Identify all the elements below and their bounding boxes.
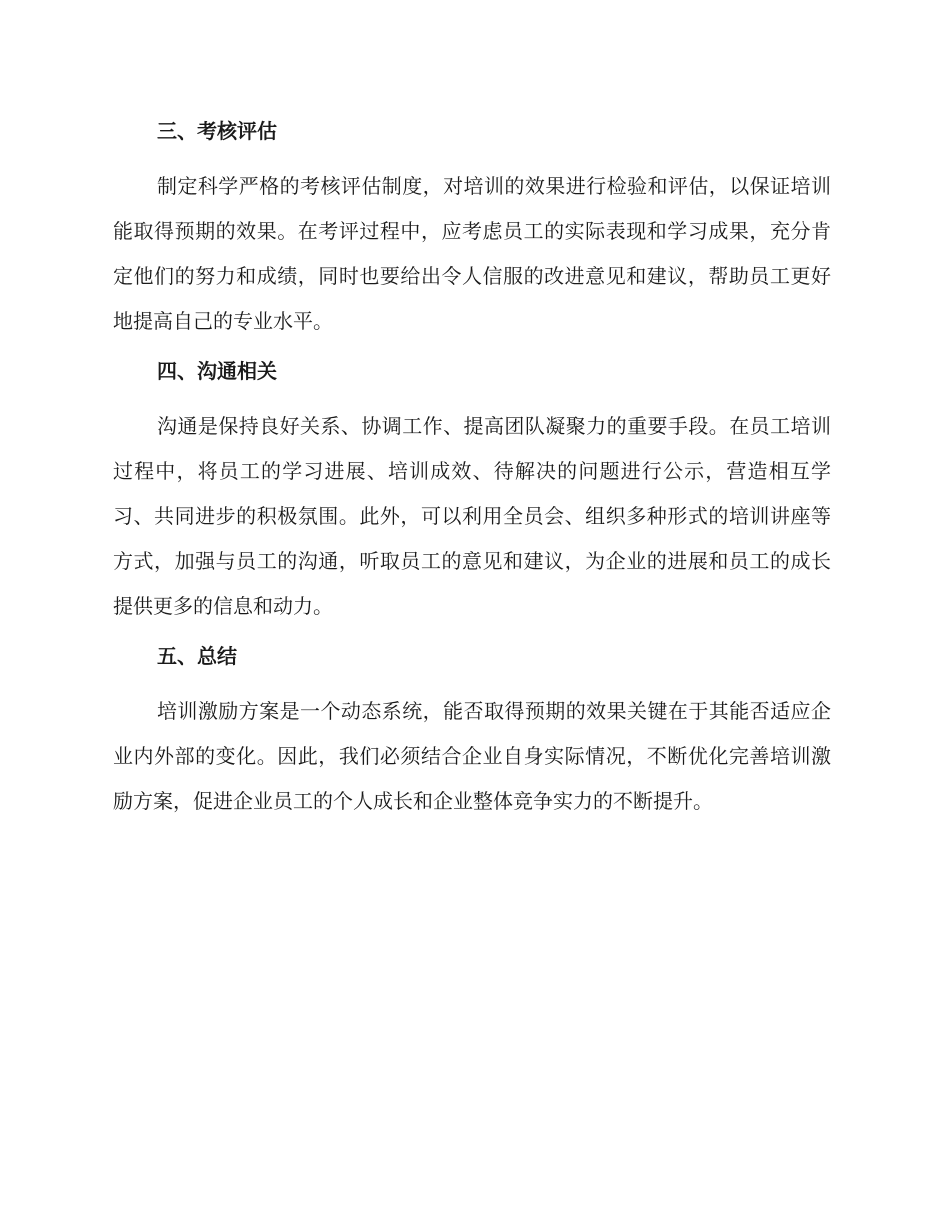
section-heading-assessment: 三、考核评估 [157,119,277,143]
section-paragraph-assessment: 制定科学严格的考核评估制度，对培训的效果进行检验和评估，以保证培训能取得预期的效果。在考评过程中，应考虑员工的实际表现和学习成果，充分肯定他们的努力和成绩，同时也要给出令人信服的改进意见和建议，帮助员工更好地提高自己的专业水平。 [113,174,831,333]
document-body [113,108,831,824]
section-paragraph-communication: 沟通是保持良好关系、协调工作、提高团队凝聚力的重要手段。在员工培训过程中，将员工的学习进展、培训成效、待解决的问题进行公示，营造相互学习、共同进步的积极氛围。此外，可以利用全员会、组织多种形式的培训讲座等方式，加强与员工的沟通，听取员工的意见和建议，为企业的进展和员工的成长提供更多的信息和动力。 [113,414,831,618]
section-paragraph-summary: 培训激励方案是一个动态系统，能否取得预期的效果关键在于其能否适应企业内外部的变化。因此，我们必须结合企业自身实际情况，不断优化完善培训激励方案，促进企业员工的个人成长和企业整体竞争实力的不断提升。 [113,699,831,813]
section-heading-communication: 四、沟通相关 [157,359,277,383]
section-heading-summary: 五、总结 [157,644,237,668]
